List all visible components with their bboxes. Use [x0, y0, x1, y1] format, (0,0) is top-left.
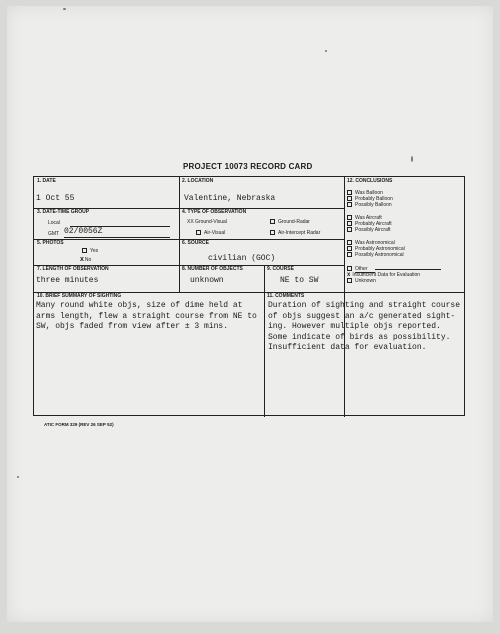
conclusion-label: Probably Astronomical: [355, 246, 405, 252]
date-label: 1. DATE: [37, 178, 56, 184]
dtg-gmt-value: 02/0056Z: [64, 227, 103, 236]
dtg-label: 3. DATE-TIME GROUP: [37, 209, 90, 215]
course-value: NE to SW: [280, 276, 319, 285]
ground-radar-label: Ground-Radar: [278, 219, 310, 225]
location-value: Valentine, Nebraska: [184, 194, 276, 203]
checkbox: [347, 278, 352, 283]
checkbox: [347, 196, 352, 201]
source-cell: [179, 239, 344, 265]
conclusion-label: Insufficient Data for Evaluation: [352, 272, 421, 278]
conclusion-label: Was Astronomical: [355, 240, 395, 246]
date-value: 1 Oct 55: [36, 194, 75, 203]
summary-line: SW, objs faded from view after ± 3 mins.: [36, 322, 229, 331]
air-visual-option: [196, 230, 225, 236]
scan-speck: [17, 476, 19, 478]
comments-line: of objs suggest an a/c generated sight-: [268, 311, 456, 321]
scan-speck: [411, 156, 413, 162]
photos-yes-option: [82, 248, 98, 254]
comments-line: ing. However multiple objs reported.: [268, 322, 441, 331]
air-intercept-option: [270, 230, 320, 236]
num-objects-value: unknown: [190, 276, 224, 285]
air-visual-label: Air-Visual: [204, 230, 226, 236]
type-obs-label: 4. TYPE OF OBSERVATION: [182, 209, 247, 215]
summary-label: 10. BRIEF SUMMARY OF SIGHTING: [37, 293, 122, 299]
card-title: PROJECT 10073 RECORD CARD: [183, 162, 313, 171]
form-id: ATIC FORM 329 (REV 26 SEP 52): [44, 422, 114, 427]
photos-no-option: [80, 256, 91, 263]
record-card: [33, 176, 465, 416]
conclusion-label: Possibly Balloon: [355, 202, 392, 208]
insufficient-mark: x: [347, 272, 351, 278]
dtg-local-label: Local: [48, 220, 60, 226]
conclusion-label: Unknown: [355, 278, 376, 284]
conclusion-possibly-balloon: [347, 202, 392, 208]
summary-text: [36, 301, 257, 333]
conclusion-possibly-astronomical: [347, 252, 404, 258]
location-cell: [179, 177, 344, 208]
location-label: 2. LOCATION: [182, 178, 214, 184]
checkbox: [270, 219, 275, 224]
course-label: 9. COURSE: [267, 266, 294, 272]
comments-label: 11. COMMENTS: [267, 293, 305, 299]
conclusion-label: Probably Aircraft: [355, 221, 392, 227]
checkbox: [347, 190, 352, 195]
checkbox: [347, 202, 352, 207]
type-obs-cell: [179, 208, 344, 239]
ground-visual-option: XX Ground-Visual: [187, 219, 227, 225]
summary-line: arms length, flew a straight course from NE to: [36, 311, 257, 321]
comments-text: [268, 301, 460, 354]
ground-radar-option: [270, 219, 310, 225]
date-cell: [34, 177, 179, 208]
conclusions-cell: [344, 177, 464, 292]
scan-speck: [63, 8, 66, 10]
comments-line: Duration of sighting and straight course: [268, 301, 461, 310]
comments-line: Some indicate of birds as possibility.: [268, 332, 451, 342]
checkbox: [347, 240, 352, 245]
conclusion-label: Probably Balloon: [355, 196, 393, 202]
gmt-underline: [64, 237, 170, 238]
course-cell: [264, 265, 344, 292]
conclusion-label: Was Aircraft: [355, 215, 382, 221]
document-page: [7, 6, 493, 622]
length-value: three minutes: [36, 276, 99, 285]
checkbox: [347, 252, 352, 257]
conclusion-unknown: [347, 278, 376, 284]
comments-cell: [264, 292, 464, 417]
comments-line: Insufficient data for evaluation.: [268, 343, 427, 352]
dtg-gmt-label: GMT: [48, 231, 60, 237]
checkbox: [347, 221, 352, 226]
photos-label: 5. PHOTOS: [37, 240, 64, 246]
summary-cell: [34, 292, 264, 417]
checkbox: [347, 227, 352, 232]
conclusion-label: Possibly Aircraft: [355, 227, 391, 233]
other-underline: [375, 269, 441, 270]
checkbox: [196, 230, 201, 235]
conclusions-label: 12. CONCLUSIONS: [347, 178, 393, 184]
checkbox: [347, 215, 352, 220]
air-intercept-label: Air-Intercept Radar: [278, 230, 321, 236]
source-label: 6. SOURCE: [182, 240, 209, 246]
checkbox: [270, 230, 275, 235]
photos-no-label: No: [84, 257, 92, 263]
scan-speck: [325, 50, 327, 52]
source-value: civilian (GOC): [208, 254, 276, 263]
photos-no-mark: x: [80, 256, 84, 263]
dtg-cell: [34, 208, 179, 239]
length-cell: [34, 265, 179, 292]
num-objects-cell: [179, 265, 264, 292]
conclusion-label: Possibly Astronomical: [355, 252, 404, 258]
conclusion-label: Other: [355, 266, 375, 273]
num-objects-label: 8. NUMBER OF OBJECTS: [182, 266, 243, 272]
conclusion-possibly-aircraft: [347, 227, 391, 233]
checkbox: [347, 266, 352, 271]
checkbox: [347, 246, 352, 251]
photos-cell: [34, 239, 179, 265]
length-label: 7. LENGTH OF OBSERVATION: [37, 266, 109, 272]
summary-line: Many round white objs, size of dime held at: [36, 301, 243, 310]
photos-yes-label: Yes: [90, 248, 99, 254]
conclusion-label: Was Balloon: [355, 190, 383, 196]
checkbox: [82, 248, 87, 253]
